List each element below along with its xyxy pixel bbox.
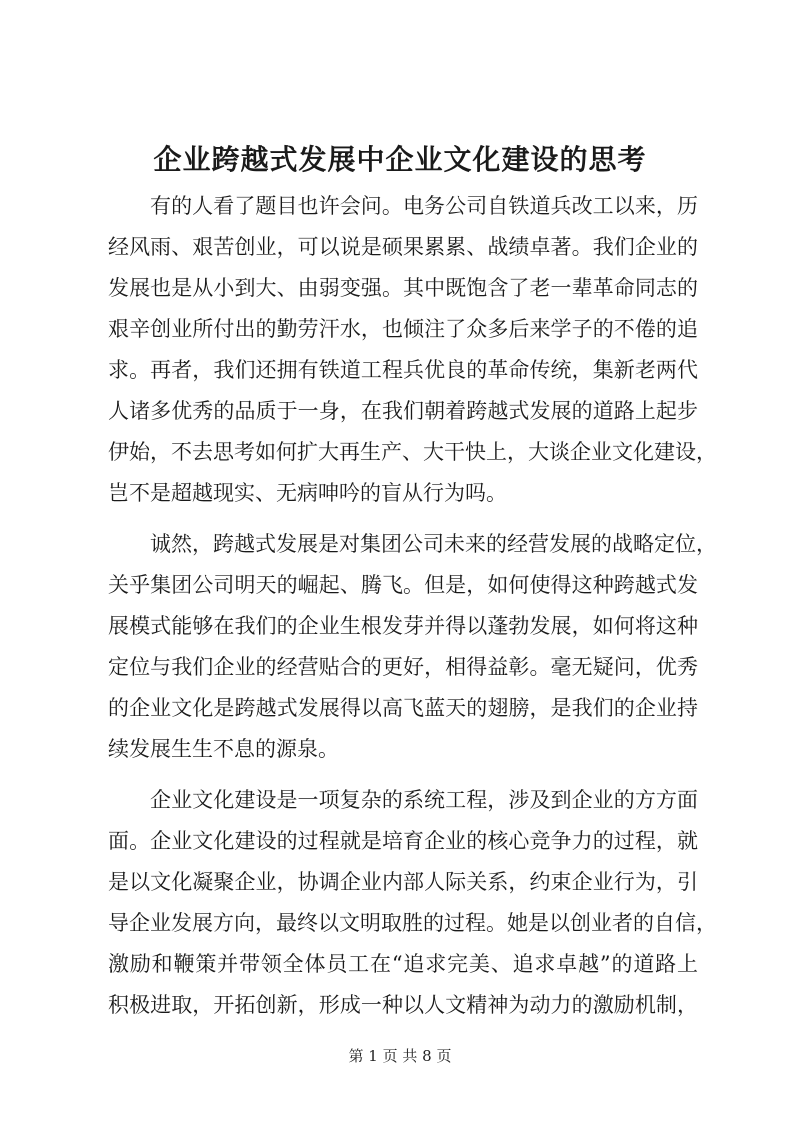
paragraph-line: 企业文化建设是一项复杂的系统工程，涉及到企业的方方面	[150, 788, 698, 812]
paragraph-line: 岂不是超越现实、无病呻吟的盲从行为吗。	[108, 481, 507, 505]
paragraph-line: 是以文化凝聚企业，协调企业内部人际关系，约束企业行为，引	[108, 870, 698, 894]
paragraph-line: 激励和鞭策并带领全体员工在“追求完美、追求卓越”的道路上	[108, 952, 698, 976]
paragraph-line: 诚然，跨越式发展是对集团公司未来的经营发展的战略定位，	[150, 532, 717, 556]
page-number-footer: 第 1 页 共 8 页	[348, 1047, 452, 1065]
paragraph-line: 定位与我们企业的经营贴合的更好，相得益彰。毫无疑问，优秀	[108, 655, 698, 679]
paragraph-line: 求。再者，我们还拥有铁道工程兵优良的革命传统，集新老两代	[108, 358, 698, 382]
paragraph-line: 展模式能够在我们的企业生根发芽并得以蓬勃发展，如何将这种	[108, 614, 698, 638]
paragraph-line: 经风雨、艰苦创业，可以说是硕果累累、战绩卓著。我们企业的	[108, 235, 698, 259]
paragraph-1	[108, 186, 717, 514]
paragraph-line: 续发展生生不息的源泉。	[108, 737, 339, 761]
paragraph-line: 发展也是从小到大、由弱变强。其中既饱含了老一辈革命同志的	[108, 276, 698, 300]
paragraph-line: 艰辛创业所付出的勤劳汗水，也倾注了众多后来学子的不倦的追	[108, 317, 698, 341]
paragraph-line: 导企业发展方向，最终以文明取胜的过程。她是以创业者的自信，	[108, 911, 717, 935]
paragraph-line: 的企业文化是跨越式发展得以高飞蓝天的翅膀，是我们的企业持	[108, 696, 698, 720]
paragraph-line: 伊始，不去思考如何扩大再生产、大干快上，大谈企业文化建设，	[108, 440, 717, 464]
paragraph-3	[108, 780, 717, 1026]
document-title: 企业跨越式发展中企业文化建设的思考	[153, 143, 647, 176]
paragraph-2	[108, 524, 717, 770]
document-body	[108, 186, 717, 1036]
paragraph-line: 关乎集团公司明天的崛起、腾飞。但是，如何使得这种跨越式发	[108, 573, 698, 597]
paragraph-line: 面。企业文化建设的过程就是培育企业的核心竞争力的过程，就	[108, 829, 698, 853]
paragraph-line: 积极进取，开拓创新，形成一种以人文精神为动力的激励机制，	[108, 993, 698, 1017]
paragraph-line: 有的人看了题目也许会问。电务公司自铁道兵改工以来，历	[150, 194, 698, 218]
paragraph-line: 人诸多优秀的品质于一身，在我们朝着跨越式发展的道路上起步	[108, 399, 698, 423]
